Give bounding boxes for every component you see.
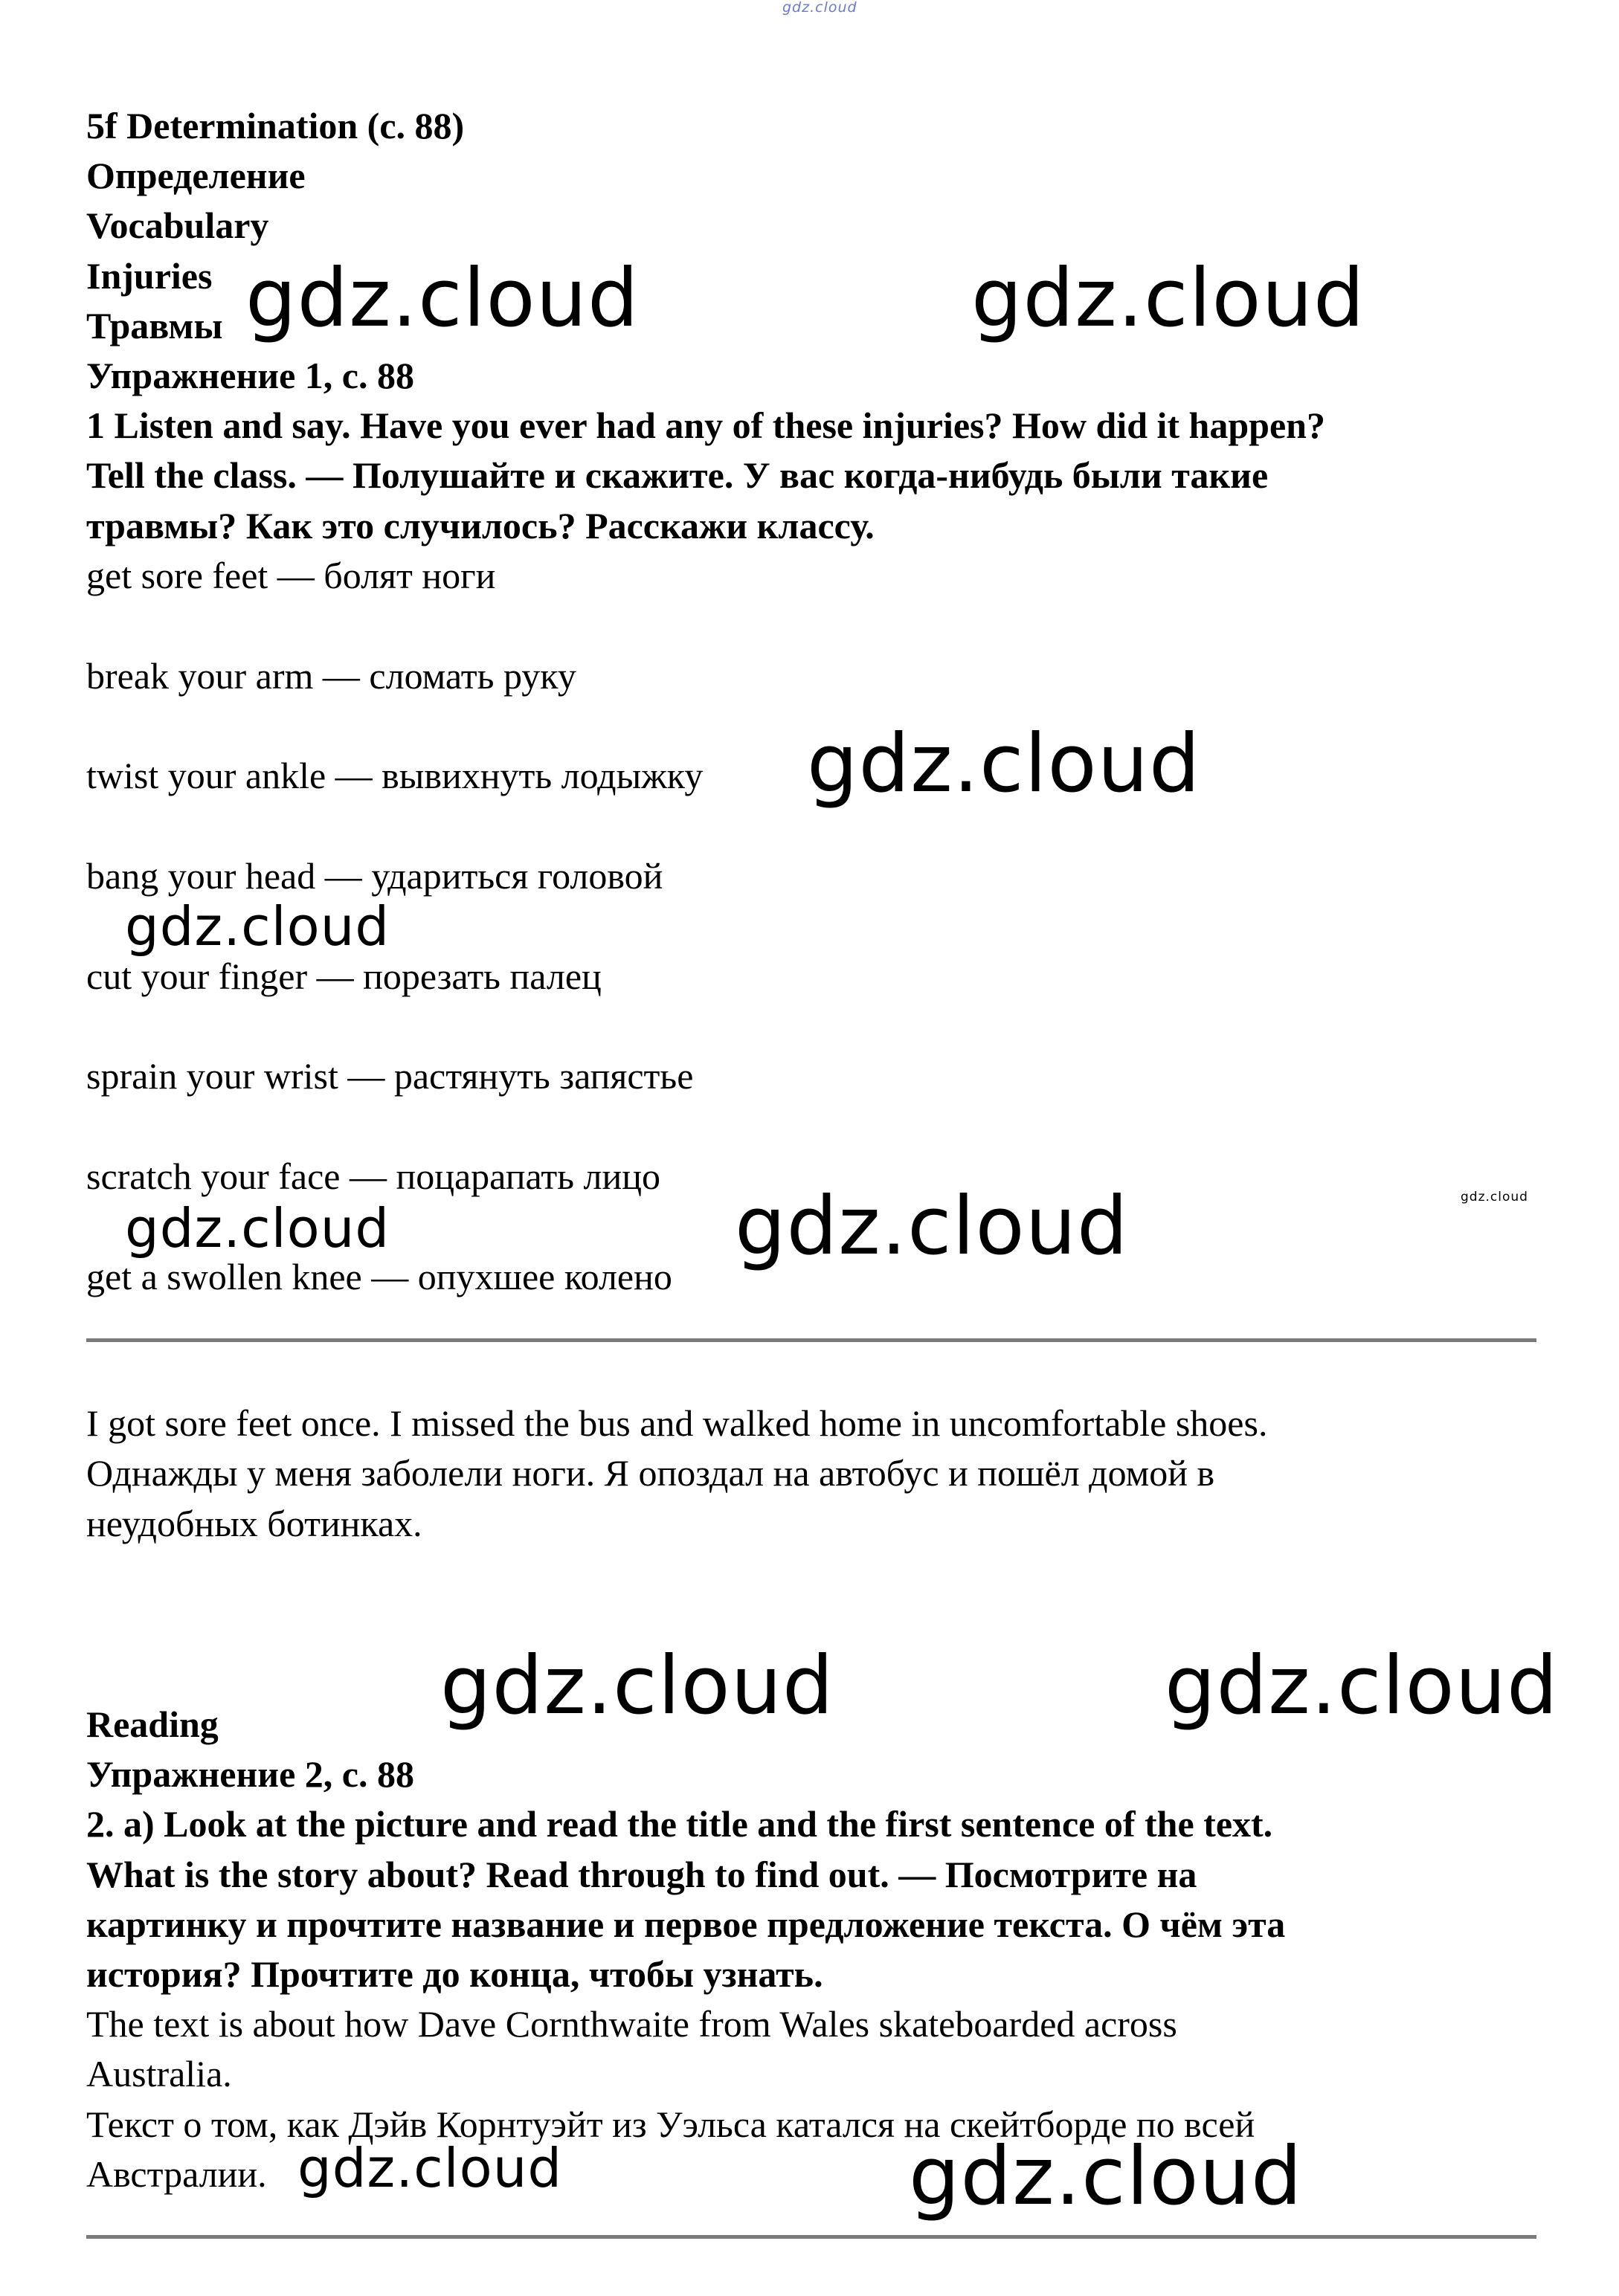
watermark: gdz.cloud xyxy=(971,252,1365,345)
page-title: 5f Determination (с. 88) xyxy=(86,105,465,146)
vocab-item: get a swollen knee — опухшее колено xyxy=(86,1256,672,1297)
watermark: gdz.cloud xyxy=(440,1639,834,1732)
watermark: gdz.cloud xyxy=(807,718,1201,810)
watermark: gdz.cloud xyxy=(125,1197,390,1260)
vocab-item: twist your ankle — вывихнуть лодыжку xyxy=(86,755,704,796)
divider xyxy=(86,1338,1536,1342)
vocab-item: sprain your wrist — растянуть запястье xyxy=(86,1055,694,1097)
exercise-1-task-line: Tell the class. — Полушайте и скажите. У вас когда-нибудь были такие xyxy=(86,454,1269,496)
watermark: gdz.cloud xyxy=(1461,1190,1528,1205)
section-category: Vocabulary xyxy=(86,204,269,246)
exercise-2-task-line: история? Прочтите до конца, чтобы узнать. xyxy=(86,1953,823,1995)
watermark: gdz.cloud xyxy=(735,1180,1129,1273)
vocab-item: break your arm — сломать руку xyxy=(86,655,576,697)
vocab-item: scratch your face — поцарапать лицо xyxy=(86,1155,660,1197)
answer-2-line: The text is about how Dave Cornthwaite from Wales skateboarded across xyxy=(86,2003,1177,2045)
answer-1-line: неудобных ботинках. xyxy=(86,1503,422,1544)
watermark: gdz.cloud xyxy=(1165,1639,1559,1732)
section-topic-ru: Травмы xyxy=(86,305,223,346)
vocab-item: bang your head — удариться головой xyxy=(86,855,663,897)
divider xyxy=(86,2235,1536,2239)
watermark: gdz.cloud xyxy=(245,252,640,345)
exercise-2-task-line: 2. a) Look at the picture and read the title and the first sentence of the text. xyxy=(86,1803,1273,1845)
watermark: gdz.cloud xyxy=(909,2130,1303,2223)
answer-2-line: Австралии. xyxy=(86,2153,267,2195)
exercise-1-task-line: 1 Listen and say. Have you ever had any of these injuries? How did it happen? xyxy=(86,404,1325,446)
exercise-2-task-line: What is the story about? Read through to find out. — Посмотрите на xyxy=(86,1854,1197,1895)
section-category: Reading xyxy=(86,1703,219,1745)
section-topic: Injuries xyxy=(86,255,213,297)
exercise-2-task-line: картинку и прочтите название и первое предложение текста. О чём эта xyxy=(86,1903,1286,1945)
watermark: gdz.cloud xyxy=(125,895,390,958)
answer-1-line: Однажды у меня заболели ноги. Я опоздал на автобус и пошёл домой в xyxy=(86,1452,1215,1494)
exercise-2-heading: Упражнение 2, с. 88 xyxy=(86,1753,414,1795)
answer-1-line: I got sore feet once. I missed the bus and walked home in uncomfortable shoes. xyxy=(86,1402,1268,1444)
header-watermark: gdz.cloud xyxy=(782,0,857,16)
answer-2-line: Текст о том, как Дэйв Корнтуэйт из Уэльса катался на скейтборде по всей xyxy=(86,2103,1255,2145)
exercise-1-heading: Упражнение 1, с. 88 xyxy=(86,355,414,396)
page-title-ru: Определение xyxy=(86,155,306,196)
watermark: gdz.cloud xyxy=(297,2137,563,2199)
exercise-1-task-line: травмы? Как это случилось? Расскажи классу. xyxy=(86,505,875,546)
answer-2-line: Australia. xyxy=(86,2053,232,2095)
vocab-item: cut your finger — порезать палец xyxy=(86,955,602,997)
vocab-item: get sore feet — болят ноги xyxy=(86,555,496,596)
